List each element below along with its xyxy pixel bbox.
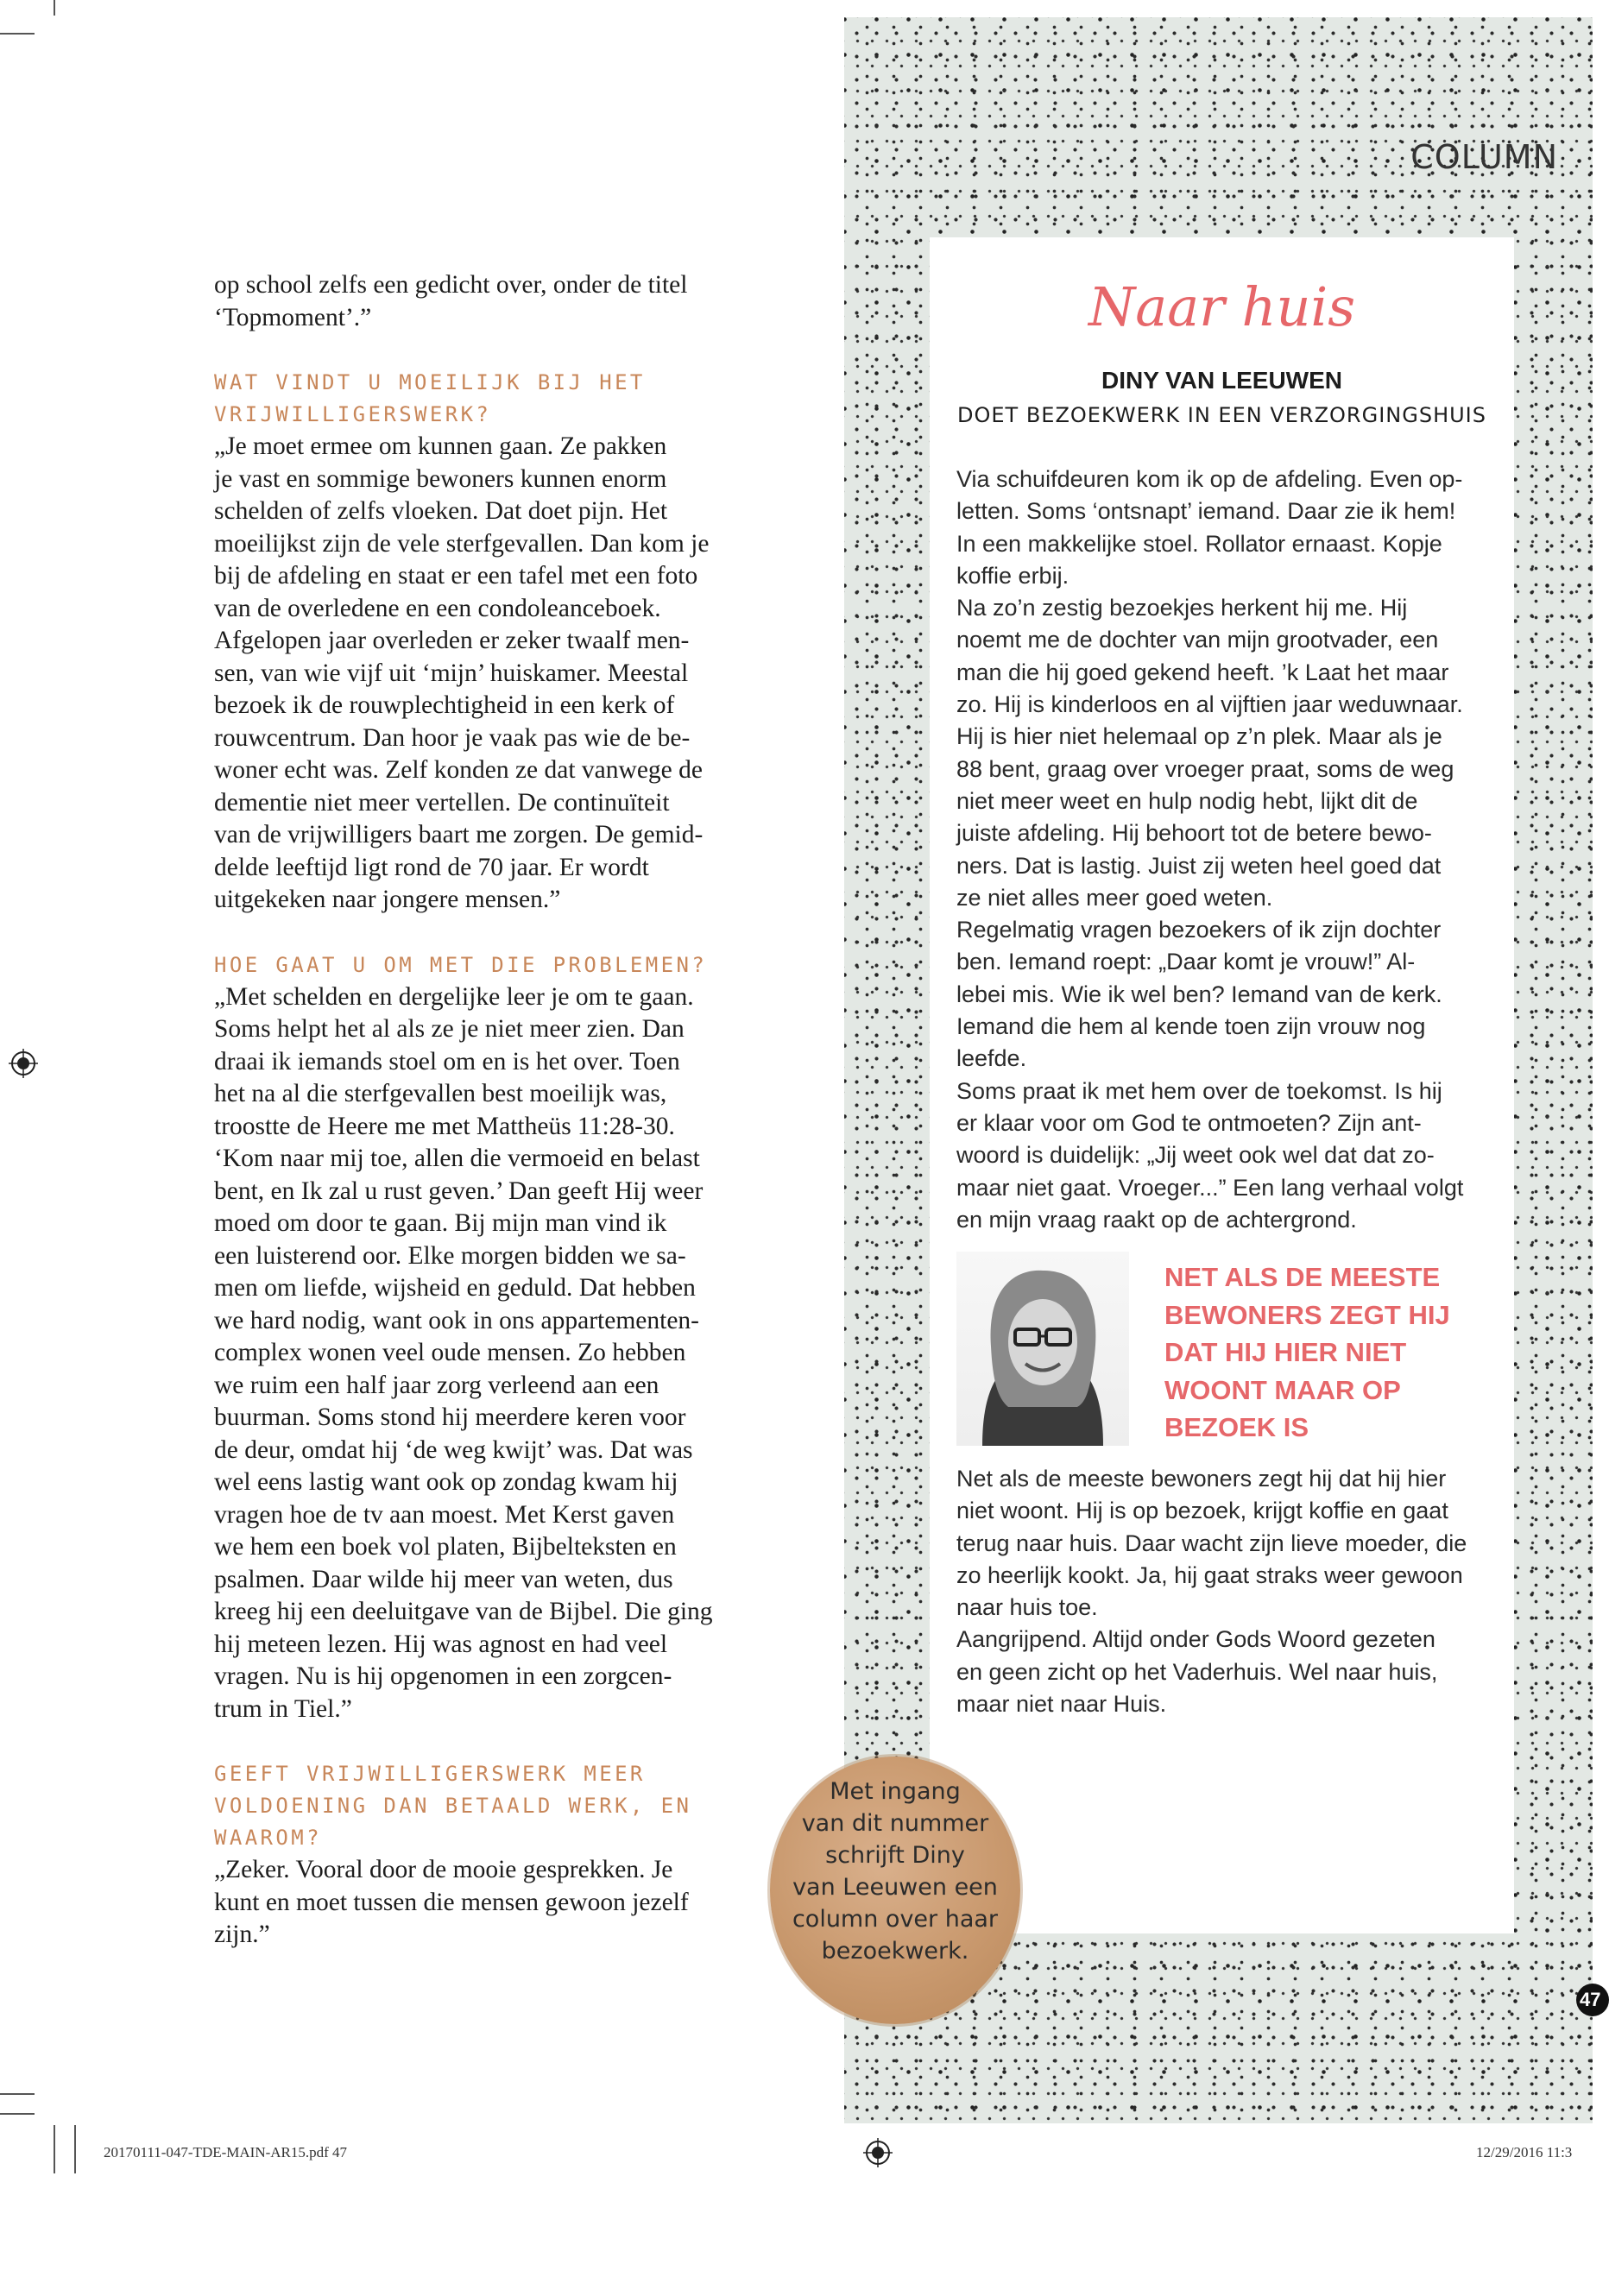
text-line: man die hij goed gekend heeft. ’k Laat het maar <box>956 659 1449 685</box>
answer-text <box>214 1854 742 1952</box>
text-line: BEWONERS ZEGT HIJ <box>1164 1299 1450 1330</box>
text-line: en geen zicht op het Vaderhuis. Wel naar huis, <box>956 1658 1438 1685</box>
registration-mark-icon <box>9 1049 38 1078</box>
text-line: naar huis toe. <box>956 1594 1098 1621</box>
text-line: uitgekeken naar jongere mensen.” <box>214 886 561 913</box>
text-line: moed om door te gaan. Bij mijn man vind ik <box>214 1209 667 1237</box>
text-line: moeilijkst zijn de vele sterfgevallen. Dan kom je <box>214 529 710 558</box>
interview-column <box>214 269 742 1952</box>
pull-quote <box>1164 1258 1475 1447</box>
text-line: bezoekwerk. <box>821 1938 969 1965</box>
text-line: troostte de Heere me met Mattheüs 11:28-30. <box>214 1112 675 1140</box>
qa-block-2 <box>214 949 742 1726</box>
text-line: juiste afdeling. Hij behoort tot de betere bewo- <box>956 820 1432 847</box>
column-body-part-2 <box>956 1463 1485 1720</box>
text-line: woner echt was. Zelf konden ze dat vanwege de <box>214 756 703 784</box>
author-role: DOET BEZOEKWERK IN EEN VERZORGINGSHUIS <box>957 403 1486 427</box>
crop-mark <box>54 2125 55 2173</box>
author-name: DINY VAN LEEUWEN <box>1101 367 1342 394</box>
text-line: van de vrijwilligers baart me zorgen. De gemid- <box>214 821 704 848</box>
text-line: letten. Soms ‘ontsnapt’ iemand. Daar zie ik hem! <box>956 498 1456 525</box>
text-line: Soms helpt het al als ze je niet meer zien. Dan <box>214 1015 685 1043</box>
text-line: ‘Kom naar mij toe, allen die vermoeid en belast <box>214 1145 700 1172</box>
text-line: van dit nummer <box>801 1810 989 1837</box>
crop-mark <box>0 2093 35 2095</box>
text-line: we hard nodig, want ook in ons appartementen- <box>214 1306 699 1334</box>
question-heading: GEEFT VRIJWILLIGERSWERK MEER VOLDOENING DAN BETAALD WERK, EN WAAROM? <box>214 1762 692 1850</box>
text-line: van de overledene en een condoleanceboek. <box>214 594 661 622</box>
text-line: niet meer weet en hulp nodig hebt, lijkt dit de <box>956 787 1418 814</box>
text-line: Met ingang <box>830 1778 961 1805</box>
crop-mark <box>54 0 55 16</box>
text-line: 88 bent, graag over vroeger praat, soms de weg <box>956 755 1454 782</box>
text-line: een luisterend oor. Elke morgen bidden we sa- <box>214 1241 686 1270</box>
text-line: Via schuifdeuren kom ik op de afdeling. Even op- <box>956 466 1463 492</box>
text-line: wel eens lastig want ook op zondag kwam hij <box>214 1468 678 1496</box>
text-line: niet woont. Hij is op bezoek, krijgt koffie en gaat <box>956 1498 1448 1524</box>
text-line: zijn.” <box>214 1921 270 1948</box>
text-line: delde leeftijd ligt rond de 70 jaar. Er wordt <box>214 853 649 881</box>
text-line: kreeg hij een deeluitgave van de Bijbel. Die ging <box>214 1598 713 1625</box>
text-line: „Met schelden en dergelijke leer je om te gaan. <box>214 982 694 1011</box>
text-line: schrijft Diny <box>825 1842 965 1869</box>
text-line: er klaar voor om God te ontmoeten? Zijn ant- <box>956 1109 1422 1136</box>
text-line: Iemand die hem al kende toen zijn vrouw nog <box>956 1013 1426 1040</box>
text-line: sen, van wie vijf uit ‘mijn’ huiskamer. Meestal <box>214 659 689 687</box>
crop-mark <box>0 33 35 35</box>
text-line: BEZOEK IS <box>1164 1412 1309 1442</box>
text-line: Regelmatig vragen bezoekers of ik zijn dochter <box>956 917 1442 943</box>
text-line: DAT HIJ HIER NIET <box>1164 1337 1407 1367</box>
text-line: In een makkelijke stoel. Rollator ernaast. Kopje <box>956 530 1442 557</box>
text-line: vragen. Nu is hij opgenomen in een zorgcen- <box>214 1662 672 1690</box>
text-line: bij de afdeling en staat er een tafel met een foto <box>214 562 698 590</box>
text-line: WOONT MAAR OP <box>1164 1374 1401 1405</box>
text-line: ners. Dat is lastig. Juist zij weten heel goed dat <box>956 852 1442 879</box>
text-line: maar niet naar Huis. <box>956 1691 1167 1718</box>
qa-block-3 <box>214 1758 742 1952</box>
text-line: je vast en sommige bewoners kunnen enorm <box>214 464 667 493</box>
text-line: hij meteen lezen. Hij was agnost en had veel <box>214 1630 668 1658</box>
qa-block-1 <box>214 367 742 917</box>
question-heading: WAT VINDT U MOEILIJK BIJ HET VRIJWILLIGERSWERK? <box>214 370 646 426</box>
text-line: complex wonen veel oude mensen. Zo hebben <box>214 1339 686 1366</box>
text-line: leefde. <box>956 1045 1027 1072</box>
text-line: de deur, omdat hij ‘de weg kwijt’ was. Dat was <box>214 1435 693 1464</box>
text-line: ben. Iemand roept: „Daar komt je vrouw!” Al- <box>956 949 1416 975</box>
text-line: terug naar huis. Daar wacht zijn lieve moeder, die <box>956 1530 1467 1556</box>
text-line: draai ik iemands stoel om en is het over. Toen <box>214 1047 680 1075</box>
text-line: psalmen. Daar wilde hij meer van weten, dus <box>214 1565 673 1593</box>
column-title: Naar huis <box>1088 275 1356 338</box>
text-line: we ruim een half jaar zorg verleend aan een <box>214 1371 659 1399</box>
portrait-photo-icon <box>956 1252 1129 1446</box>
intro-text: op school zelfs een gedicht over, onder de titel ‘Topmoment’.” <box>214 271 688 331</box>
text-line: „Zeker. Vooral door de mooie gesprekken. Je <box>214 1856 673 1883</box>
text-line: Na zo’n zestig bezoekjes herkent hij me. Hij <box>956 595 1408 621</box>
registration-mark-icon <box>863 2138 893 2167</box>
answer-text <box>214 981 742 1726</box>
text-line: van Leeuwen een <box>792 1874 998 1901</box>
text-line: zo. Hij is kinderloos en al vijftien jaar weduwnaar. <box>956 691 1463 718</box>
text-line: Afgelopen jaar overleden er zeker twaalf men- <box>214 627 690 654</box>
slug-date: 12/29/2016 11:3 <box>1476 2144 1573 2160</box>
column-body-part-1 <box>956 464 1485 1236</box>
text-line: en mijn vraag raakt op de achtergrond. <box>956 1206 1357 1233</box>
answer-text <box>214 431 742 917</box>
text-line: buurman. Soms stond hij meerdere keren voor <box>214 1403 686 1431</box>
page-number: 47 <box>1576 1984 1609 2016</box>
author-portrait <box>956 1252 1129 1446</box>
slug-filename: 20170111-047-TDE-MAIN-AR15.pdf 47 <box>104 2144 348 2160</box>
text-line: het na al die sterfgevallen best moeilijk was, <box>214 1080 667 1107</box>
text-line: kunt en moet tussen die mensen gewoon jezelf <box>214 1888 689 1916</box>
text-line: Net als de meeste bewoners zegt hij dat hij hier <box>956 1466 1447 1492</box>
crop-mark <box>0 2113 35 2115</box>
text-line: Soms praat ik met hem over de toekomst. Is hij <box>956 1077 1442 1104</box>
text-line: lebei mis. Wie ik wel ben? Iemand van de kerk. <box>956 981 1442 1007</box>
crop-mark <box>74 2125 76 2173</box>
text-line: schelden of zelfs vloeken. Dat doet pijn. Het <box>214 497 668 525</box>
text-line: bent, en Ik zal u rust geven.’ Dan geeft Hij weer <box>214 1176 704 1205</box>
text-line: men om liefde, wijsheid en geduld. Dat hebben <box>214 1274 696 1302</box>
text-line: trum in Tiel.” <box>214 1694 352 1723</box>
text-line: ze niet alles meer goed weten. <box>956 884 1273 911</box>
intro-sticker <box>770 1757 1020 2024</box>
text-line: noemt me de dochter van mijn grootvader, een <box>956 627 1439 653</box>
text-line: koffie erbij. <box>956 562 1070 589</box>
text-line: Aangrijpend. Altijd onder Gods Woord gezeten <box>956 1626 1435 1653</box>
text-line: zo heerlijk kookt. Ja, hij gaat straks weer gewoon <box>956 1561 1463 1588</box>
text-line: NET ALS DE MEESTE <box>1164 1262 1441 1292</box>
text-line: woord is duidelijk: „Jij weet ook wel dat dat zo- <box>956 1142 1435 1169</box>
text-line: dementie niet meer vertellen. De continuïteit <box>214 788 670 817</box>
text-line: Hij is hier niet helemaal op z’n plek. Maar als je <box>956 723 1442 750</box>
text-line: maar niet gaat. Vroeger...” Een lang verhaal volgt <box>956 1174 1464 1201</box>
column-card <box>930 237 1514 1933</box>
text-line: column over haar <box>792 1906 999 1933</box>
text-line: rouwcentrum. Dan hoor je vaak pas wie de be- <box>214 723 691 752</box>
column-label: COLUMN <box>1410 138 1558 176</box>
question-heading: HOE GAAT U OM MET DIE PROBLEMEN? <box>214 952 708 977</box>
text-line: „Je moet ermee om kunnen gaan. Ze pakken <box>214 432 667 460</box>
sticker-text <box>787 1776 1003 1967</box>
text-line: vragen hoe de tv aan moest. Met Kerst gaven <box>214 1500 675 1529</box>
text-line: bezoek ik de rouwplechtigheid in een kerk of <box>214 691 675 719</box>
text-line: we hem een boek vol platen, Bijbelteksten en <box>214 1533 677 1561</box>
